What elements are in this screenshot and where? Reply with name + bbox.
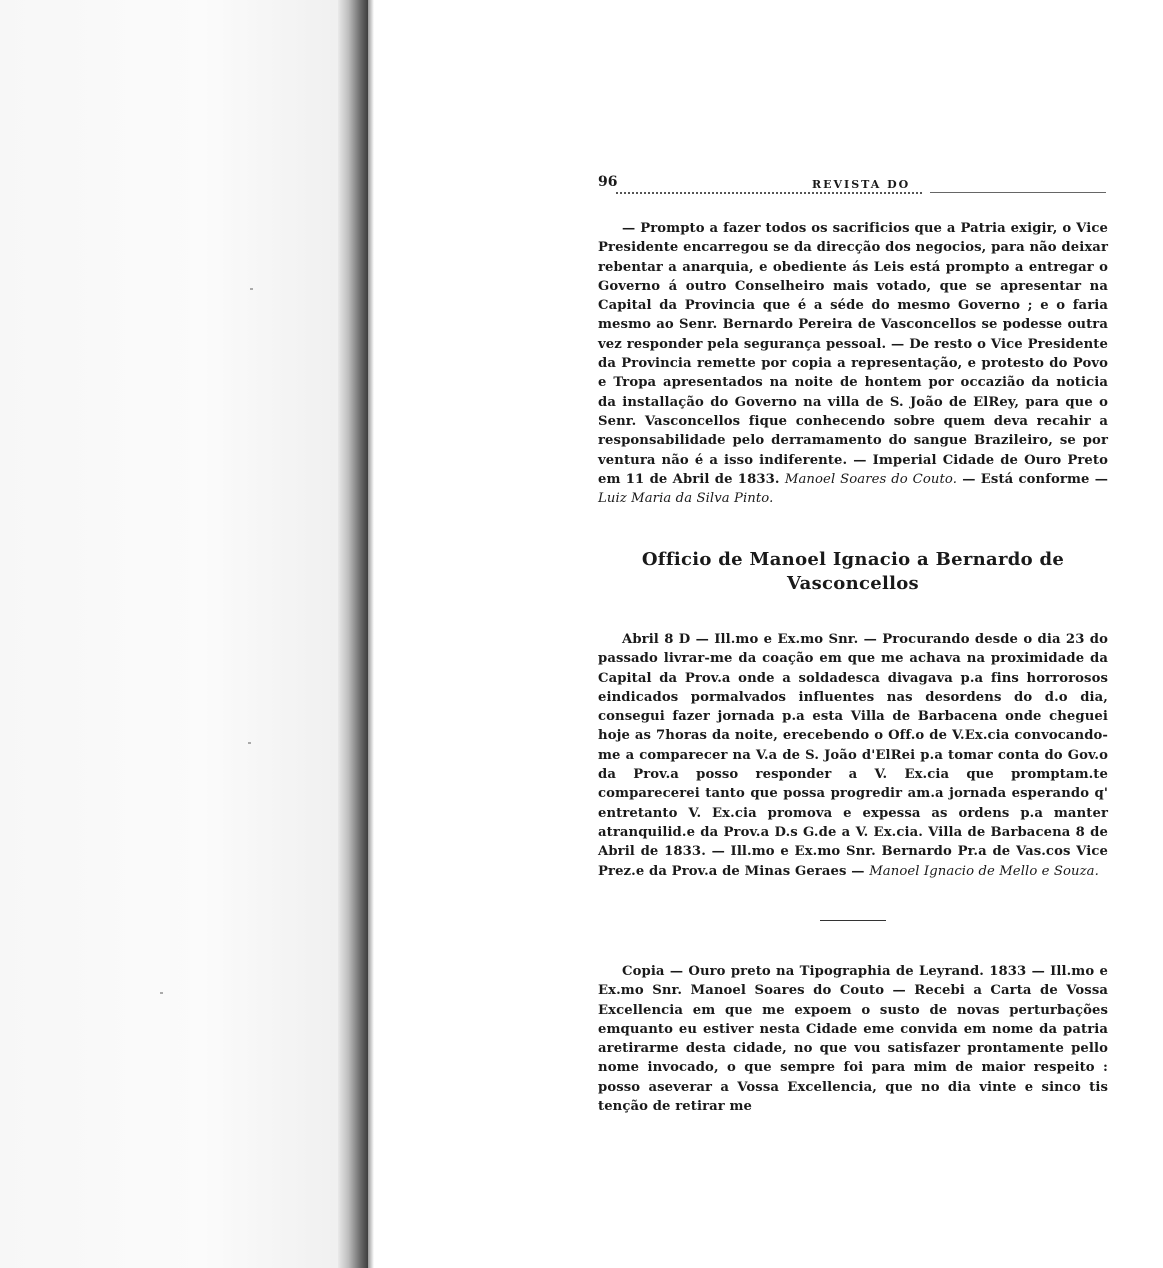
signature-2: Luiz Maria da Silva Pinto. [598, 491, 774, 507]
paragraph-1-middle: — Está conforme — [957, 471, 1109, 487]
section-divider [820, 920, 886, 921]
page-number: 96 [598, 174, 618, 190]
section-title: Officio de Manoel Ignacio a Bernardo de Vasconcellos [641, 549, 1065, 594]
paper-speck [248, 742, 251, 744]
facing-page-margin [0, 0, 338, 1268]
header-rule-right [930, 192, 1106, 193]
binding-edge [368, 0, 374, 1268]
book-binding-shadow [338, 0, 368, 1268]
paragraph-2 [598, 630, 1108, 881]
paragraph-3-text: Copia — Ouro preto na Tipographia de Leyrand. 1833 — Ill.mo e Ex.mo Snr. Manoel Soares do Couto — Recebi a Carta de Vossa Excellencia em que me expoem o susto de novas perturbações emquanto eu estiver nesta Cidade eme convida em nome da patria aretirarme desta cidade, no que vou satisfazer prontamente pello nome invocado, o que sempre foi para mim de maior respeito : posso aseverar a Vossa Excellencia, que no dia vinte e sinco tis tenção de retirar me [598, 964, 1108, 1115]
paper-speck [160, 992, 163, 994]
paragraph-1-text: — Prompto a fazer todos os sacrificios que a Patria exigir, o Vice Presidente encarregou se da direcção dos negocios, para não deixar rebentar a anarquia, e obediente ás Leis está prompto a entregar o Governo á outro Conselheiro mais votado, que se apresentar na Capital da Provincia que é a séde do mesmo Governo ; e o faria mesmo ao Senr. Bernardo Pereira de Vasconcellos se podesse outra vez responder pela segurança pessoal. — De resto o Vice Presidente da Provincia remette por copia a representação, e protesto do Povo e Tropa apresentados na noite de hontem por occazião da noticia da installação do Governo na villa de S. João de ElRey, para que o Senr. Vasconcellos fique conhecendo sobre quem deva recahir a responsabilidade pelo derramamento do sangue Brazileiro, se por ventura não é a isso indiferente. — Imperial Cidade de Ouro Preto em 11 de Abril de 1833. [598, 221, 1108, 487]
header-rule-left [616, 192, 922, 194]
paper-speck [250, 288, 253, 290]
paragraph-3 [598, 962, 1108, 1116]
signature-1: Manoel Soares do Couto. [784, 471, 958, 487]
signature-3: Manoel Ignacio de Mello e Souza. [869, 863, 1099, 879]
paragraph-2-text: Abril 8 D — Ill.mo e Ex.mo Snr. — Procurando desde o dia 23 do passado livrar-me da coação em que me achava na proximidade da Capital da Prov.a onde a soldadesca divagava p.a fins horrorosos eindicados pormalvados influentes nas desordens do d.o dia, consegui fazer jornada p.a esta Villa de Barbacena onde cheguei hoje as 7horas da noite, erecebendo o Off.o de V.Ex.cia convocando-me a comparecer na V.a de S. João d'ElRei p.a tomar conta do Gov.o da Prov.a posso responder a V. Ex.cia que promptam.te comparecerei tanto que possa progredir am.a jornada esperando q' entretanto V. Ex.cia promova e expessa as ordens p.a manter atranquilid.e da Prov.a D.s G.de a V. Ex.cia. Villa de Barbacena 8 de Abril de 1833. — Ill.mo e Ex.mo Snr. Bernardo Pr.a de Vas.cos Vice Prez.e da Prov.a de Minas Geraes — [598, 632, 1108, 879]
running-title: REVISTA DO [808, 178, 914, 191]
page-header [598, 172, 1108, 194]
document-page [598, 172, 1109, 1115]
paragraph-1 [598, 219, 1108, 508]
